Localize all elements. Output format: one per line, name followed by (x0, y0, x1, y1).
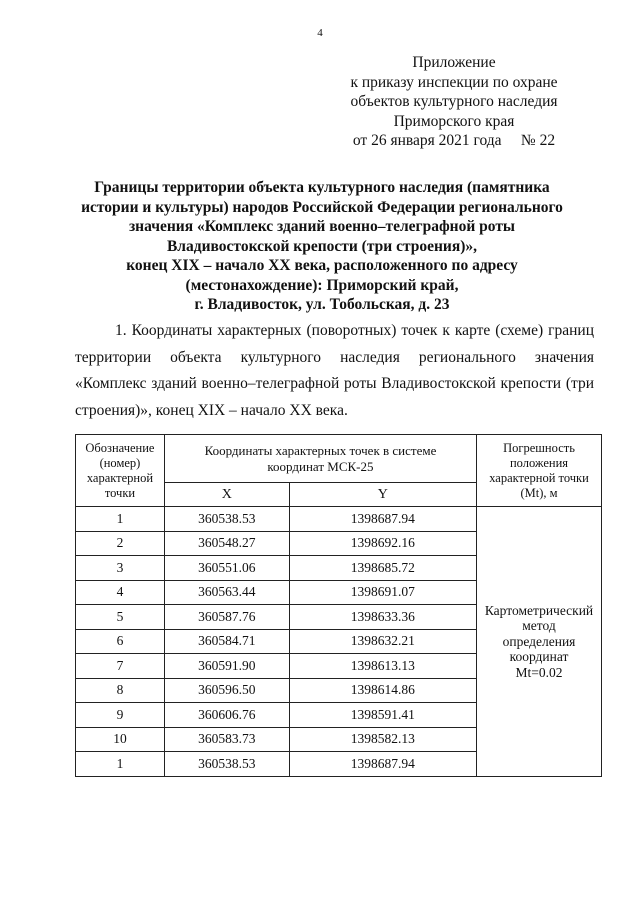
appendix-line: объектов культурного наследия (350, 93, 558, 110)
appendix-date-line: от 26 января 2021 года № 22 (352, 132, 556, 149)
appendix-line: Приложение (412, 54, 496, 71)
paragraph-line: строения)», конец XIX – начало XX века. (75, 401, 348, 419)
point-number: 10 (76, 727, 165, 752)
page-number: 4 (317, 27, 323, 39)
paragraph-line: 1. Координаты характерных (поворотных) точек к карте (схеме) границ (115, 322, 594, 339)
point-number: 4 (76, 580, 165, 605)
x-coordinate: 360548.27 (164, 531, 289, 556)
y-coordinate: 1398691.07 (289, 580, 476, 605)
header-line: характерной (86, 470, 154, 485)
y-coordinate: 1398591.41 (289, 703, 476, 728)
title-line: Границы территории объекта культурного наследия (памятника (94, 179, 550, 196)
method-line: Mt=0.02 (515, 664, 563, 680)
y-coordinate: 1398692.16 (289, 531, 476, 556)
x-coordinate: 360538.53 (164, 752, 289, 777)
title-line: г. Владивосток, ул. Тобольская, д. 23 (194, 296, 450, 313)
header-line: характерной точки (489, 470, 589, 485)
title-line: Владивостокской крепости (три строения)», (166, 237, 478, 255)
point-number: 6 (76, 629, 165, 654)
x-coordinate: 360591.90 (164, 654, 289, 679)
header-coordinates (164, 435, 476, 483)
x-coordinate: 360596.50 (164, 678, 289, 703)
title-line: (местонахождение): Приморский край, (185, 276, 459, 294)
body-paragraph (75, 318, 594, 424)
error-method-cell (477, 507, 602, 777)
point-number: 3 (76, 556, 165, 581)
appendix-line: Приморского края (393, 112, 515, 130)
method-line: координат (509, 649, 569, 664)
point-number: 7 (76, 654, 165, 679)
method-line: Картометрический (484, 602, 594, 618)
point-number: 2 (76, 531, 165, 556)
header-error (477, 435, 602, 507)
header-line: координат МСК-25 (267, 458, 374, 474)
point-number: 1 (76, 507, 165, 532)
x-coordinate: 360538.53 (164, 507, 289, 532)
header-line: точки (104, 485, 136, 500)
header-line: (номер) (99, 455, 141, 470)
appendix-header (340, 53, 568, 151)
x-coordinate: 360584.71 (164, 629, 289, 654)
y-coordinate: 1398582.13 (289, 727, 476, 752)
x-coordinate: 360606.76 (164, 703, 289, 728)
header-point-designation (76, 435, 165, 507)
y-coordinate: 1398633.36 (289, 605, 476, 630)
coordinates-table (75, 434, 602, 777)
header-x: X (164, 483, 289, 507)
y-coordinate: 1398632.21 (289, 629, 476, 654)
y-coordinate: 1398687.94 (289, 752, 476, 777)
header-line: Обозначение (85, 440, 155, 455)
title-line: значения «Комплекс зданий военно–телеграфной роты (128, 218, 516, 235)
paragraph-line: «Комплекс зданий военно–телеграфной роты Владивостокской крепости (три (75, 375, 594, 392)
y-coordinate: 1398613.13 (289, 654, 476, 679)
document-title (60, 178, 584, 315)
x-coordinate: 360583.73 (164, 727, 289, 752)
table-row (76, 507, 602, 532)
header-y: Y (289, 483, 476, 507)
y-coordinate: 1398685.72 (289, 556, 476, 581)
x-coordinate: 360551.06 (164, 556, 289, 581)
point-number: 5 (76, 605, 165, 630)
method-line: метод (522, 618, 556, 633)
header-line: Погрешность (503, 440, 575, 455)
title-line: конец XIX – начало XX века, расположенного по адресу (126, 257, 518, 274)
x-coordinate: 360563.44 (164, 580, 289, 605)
appendix-line: к приказу инспекции по охране (350, 73, 558, 91)
y-coordinate: 1398614.86 (289, 678, 476, 703)
x-coordinate: 360587.76 (164, 605, 289, 630)
y-coordinate: 1398687.94 (289, 507, 476, 532)
header-line: положения (509, 455, 569, 470)
method-line: определения (502, 633, 576, 649)
title-line: истории и культуры) народов Российской Федерации регионального (81, 198, 563, 216)
point-number: 8 (76, 678, 165, 703)
point-number: 9 (76, 703, 165, 728)
paragraph-line: территории объекта культурного наследия регионального значения (75, 348, 594, 366)
header-line: (Mt), м (520, 485, 558, 500)
point-number: 1 (76, 752, 165, 777)
header-line: Координаты характерных точек в системе (204, 442, 437, 458)
